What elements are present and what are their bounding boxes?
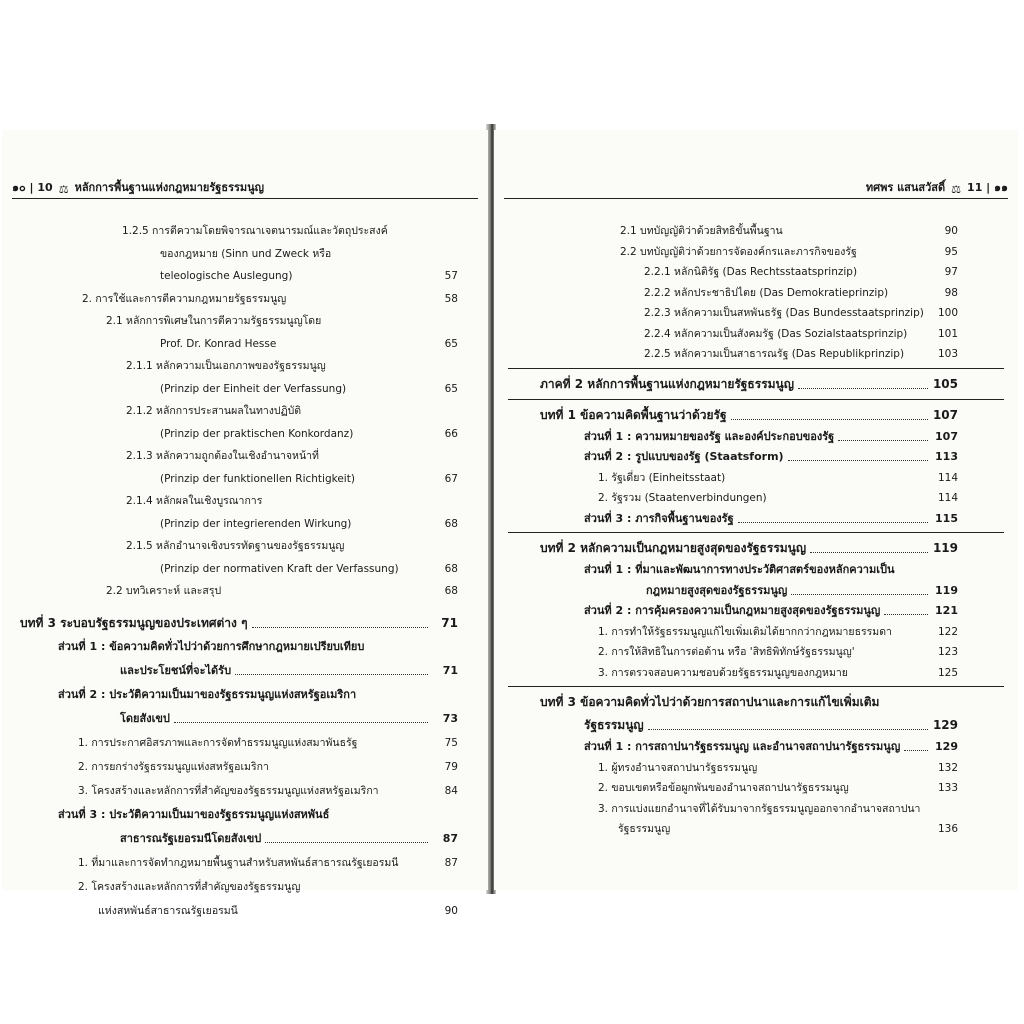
toc-entry-text: ส่วนที่ 1 : ความหมายของรัฐ และองค์ประกอบของรัฐ (584, 429, 835, 443)
toc-entry-text: สาธารณรัฐเยอรมนีโดยสังเขป (120, 831, 262, 845)
toc-entry-text: (Prinzip der funktionellen Richtigkeit) (160, 472, 355, 485)
section-divider (508, 686, 1004, 687)
toc-entry (160, 515, 458, 533)
toc-entry (160, 470, 458, 488)
left-book-title: หลักการพื้นฐานแห่งกฎหมายรัฐธรรมนูญ (74, 181, 265, 194)
toc-page-number: 103 (937, 348, 958, 360)
toc-page-number (432, 402, 458, 420)
toc-entry (160, 335, 458, 353)
toc-page-number: 68 (444, 562, 458, 575)
toc-page-number: 90 (444, 904, 458, 917)
toc-entry-text: 1.2.5 การตีความโดยพิจารณาเจตนารมณ์และวัตถุประสงค์ (122, 225, 388, 237)
toc-entry-text: 2.1.1 หลักความเป็นเอกภาพของรัฐธรรมนูญ (126, 360, 326, 372)
toc-page-number: 67 (444, 472, 458, 485)
toc-entry-text: ส่วนที่ 1 : ที่มาและพัฒนาการทางประวัติศาสตร์ของหลักความเป็น (584, 563, 895, 576)
toc-entry (126, 402, 458, 420)
toc-page-number (432, 245, 458, 263)
section-divider (508, 532, 1004, 533)
toc-entry-text: 2.1.3 หลักความถูกต้องในเชิงอำนาจหน้าที่ (126, 450, 319, 462)
toc-entry (78, 878, 458, 896)
toc-page-number: 107 (932, 407, 958, 422)
toc-entry (540, 405, 958, 425)
toc-page-number: 66 (444, 427, 458, 440)
toc-entry-text: และประโยชน์ที่จะได้รับ (120, 663, 232, 677)
toc-entry-text: แห่งสหพันธ์สาธารณรัฐเยอรมนี (98, 904, 238, 917)
toc-entry (644, 325, 958, 343)
scales-emblem-icon: ⚖ (58, 183, 69, 196)
toc-entry (646, 582, 958, 600)
toc-entry (126, 447, 458, 465)
toc-page-number: 71 (441, 615, 458, 630)
left-page-header (12, 178, 478, 199)
toc-entry-text: 2.2.2 หลักประชาธิปไตย (Das Demokratieprinzip) (644, 286, 889, 299)
toc-entry-text: 2.1.2 หลักการประสานผลในทางปฏิบัติ (126, 405, 302, 417)
toc-page-number (932, 692, 958, 712)
toc-page-number (932, 561, 958, 579)
toc-page-number: 129 (935, 740, 958, 753)
right-page (494, 130, 1018, 890)
toc-entry-text: 1. รัฐเดี่ยว (Einheitsstaat) (598, 471, 726, 484)
toc-page-number (932, 800, 958, 818)
toc-entry (160, 380, 458, 398)
toc-page-number: 65 (444, 382, 458, 395)
toc-entry-text: 2. การยกร่างรัฐธรรมนูญแห่งสหรัฐอเมริกา (78, 760, 269, 773)
toc-entry-text: teleologische Auslegung) (160, 270, 293, 282)
toc-page-number: 121 (935, 604, 958, 617)
toc-entry-text: 2.2.1 หลักนิติรัฐ (Das Rechtsstaatsprinzip) (644, 266, 858, 278)
toc-entry-text: บทที่ 2 หลักความเป็นกฎหมายสูงสุดของรัฐธรรมนูญ (540, 541, 807, 555)
section-divider (508, 399, 1004, 400)
toc-entry (584, 561, 958, 579)
toc-page-number: 57 (444, 270, 458, 282)
toc-entry (584, 715, 958, 735)
toc-page-number (432, 806, 458, 824)
toc-page-number (432, 222, 458, 240)
toc-entry-text: ของกฎหมาย (Sinn und Zweck หรือ (160, 247, 332, 260)
toc-page-number: 101 (937, 327, 958, 340)
toc-entry (540, 374, 958, 394)
toc-entry-text: Prof. Dr. Konrad Hesse (160, 337, 277, 350)
toc-page-number: 98 (944, 286, 958, 299)
toc-entry-text: บทที่ 3 ระบอบรัฐธรรมนูญของประเทศต่าง ๆ (20, 615, 248, 630)
toc-entry (620, 243, 958, 261)
toc-entry (120, 830, 458, 848)
toc-entry-text: 3. การแบ่งแยกอำนาจที่ได้รับมาจากรัฐธรรมนูญออกจากอำนาจสถาปนา (598, 802, 921, 815)
toc-entry (584, 428, 958, 446)
toc-entry (598, 643, 958, 661)
toc-entry-text: 2.2 บทบัญญัติว่าด้วยการจัดองค์กรและภารกิจของรัฐ (620, 245, 857, 258)
toc-page-number: 114 (937, 492, 958, 504)
toc-page-number (432, 638, 458, 656)
toc-entry-text: (Prinzip der Einheit der Verfassung) (160, 382, 347, 395)
toc-entry-text: บทที่ 3 ข้อความคิดทั่วไปว่าด้วยการสถาปนาและการแก้ไขเพิ่มเติม (540, 695, 880, 709)
toc-entry (126, 492, 458, 510)
toc-entry (58, 806, 458, 824)
toc-entry-text: รัฐธรรมนูญ (618, 823, 671, 835)
toc-entry (540, 538, 958, 558)
toc-entry-text: โดยสังเขป (120, 711, 170, 725)
toc-entry (618, 820, 958, 838)
toc-entry (598, 469, 958, 487)
toc-entry (106, 312, 458, 330)
toc-entry-text: 2.1.4 หลักผลในเชิงบูรณาการ (126, 495, 263, 507)
toc-entry (644, 263, 958, 281)
toc-entry (20, 613, 458, 633)
toc-entry-text: (Prinzip der normativen Kraft der Verfassung) (160, 562, 399, 575)
toc-entry-text: 1. การประกาศอิสรภาพและการจัดทำธรรมนูญแห่งสมาพันธรัฐ (78, 736, 358, 749)
toc-page-number: 79 (444, 760, 458, 773)
toc-entry-text: ส่วนที่ 2 : การคุ้มครองความเป็นกฎหมายสูงสุดของรัฐธรรมนูญ (584, 604, 881, 617)
toc-entry (644, 284, 958, 302)
toc-entry (160, 425, 458, 443)
toc-entry (598, 489, 958, 507)
toc-entry-text: 2. การใช้และการตีความกฎหมายรัฐธรรมนูญ (82, 292, 287, 305)
section-divider (508, 368, 1004, 369)
toc-page-number: 58 (444, 292, 458, 305)
toc-entry-text: ภาคที่ 2 หลักการพื้นฐานแห่งกฎหมายรัฐธรรมนูญ (540, 376, 794, 391)
toc-entry (58, 686, 458, 704)
toc-entry-text: 2. โครงสร้างและหลักการที่สำคัญของรัฐธรรมนูญ (78, 880, 301, 893)
toc-entry-text: 2. ขอบเขตหรือข้อผูกพันของอำนาจสถาปนารัฐธรรมนูญ (598, 782, 849, 794)
toc-entry-text: 1. ผู้ทรงอำนาจสถาปนารัฐธรรมนูญ (598, 761, 758, 774)
toc-page-number: 132 (937, 761, 958, 774)
right-page-header (504, 178, 1008, 199)
toc-page-number: 136 (937, 823, 958, 835)
toc-entry-text: ส่วนที่ 2 : รูปแบบของรัฐ (Staatsform) (584, 450, 784, 463)
toc-entry (160, 560, 458, 578)
toc-entry-text: 1. ที่มาและการจัดทำกฎหมายพื้นฐานสำหรับสหพันธ์สาธารณรัฐเยอรมนี (78, 856, 399, 869)
toc-page-number: 123 (937, 646, 958, 658)
toc-page-number: 113 (935, 450, 958, 463)
toc-entry (598, 779, 958, 797)
toc-entry (584, 602, 958, 620)
toc-entry-text: 2.2.5 หลักความเป็นสาธารณรัฐ (Das Republikprinzip) (644, 348, 905, 360)
toc-entry (598, 623, 958, 641)
toc-entry-text: รัฐธรรมนูญ (584, 718, 644, 732)
toc-page-number: 73 (442, 711, 458, 725)
toc-entry (98, 902, 458, 920)
toc-entry-text: (Prinzip der integrierenden Wirkung) (160, 517, 352, 530)
toc-entry (122, 222, 458, 240)
toc-entry (598, 664, 958, 682)
toc-entry (106, 582, 458, 600)
toc-entry (160, 267, 458, 285)
toc-entry-text: ส่วนที่ 1 : การสถาปนารัฐธรรมนูญ และอำนาจสถาปนารัฐธรรมนูญ (584, 740, 901, 753)
toc-entry (584, 448, 958, 466)
toc-page-number: 107 (935, 429, 958, 443)
toc-entry (598, 800, 958, 818)
toc-entry (120, 710, 458, 728)
toc-page-number: 122 (937, 625, 958, 638)
toc-entry (126, 357, 458, 375)
toc-page-number (432, 537, 458, 555)
toc-entry-text: 2.1 บทบัญญัติว่าด้วยสิทธิขั้นพื้นฐาน (620, 225, 783, 237)
toc-page-number: 95 (944, 245, 958, 258)
toc-entry (598, 759, 958, 777)
toc-page-number (432, 357, 458, 375)
toc-entry-text: 2. รัฐรวม (Staatenverbindungen) (598, 492, 767, 504)
toc-page-number: 129 (932, 718, 958, 732)
toc-page-number: 97 (944, 266, 958, 278)
toc-entry-text: ส่วนที่ 3 : ภารกิจพื้นฐานของรัฐ (584, 511, 734, 525)
toc-entry-text: 3. โครงสร้างและหลักการที่สำคัญของรัฐธรรมนูญแห่งสหรัฐอเมริกา (78, 784, 379, 797)
toc-page-number: 115 (935, 511, 958, 525)
toc-page-number: 87 (444, 856, 458, 869)
toc-page-number (432, 492, 458, 510)
toc-page-number: 114 (937, 471, 958, 484)
scales-emblem-icon: ⚖ (951, 183, 962, 196)
toc-entry-text: 2.2 บทวิเคราะห์ และสรุป (106, 585, 222, 597)
toc-page-number: 105 (932, 376, 958, 391)
toc-page-number (432, 686, 458, 704)
toc-entry (160, 245, 458, 263)
left-page-number: ๑๐ | 10 (12, 181, 53, 194)
toc-page-number: 133 (937, 782, 958, 794)
toc-page-number (432, 447, 458, 465)
toc-page-number: 100 (937, 307, 958, 319)
toc-page-number: 75 (444, 736, 458, 749)
toc-entry-text: 2.1.5 หลักอำนาจเชิงบรรทัดฐานของรัฐธรรมนูญ (126, 540, 345, 552)
toc-entry (120, 662, 458, 680)
toc-entry (82, 290, 458, 308)
toc-entry-text: ส่วนที่ 3 : ประวัติความเป็นมาของรัฐธรรมนูญแห่งสหพันธ์ (58, 807, 330, 821)
toc-entry-text: 2.2.4 หลักความเป็นสังคมรัฐ (Das Sozialstaatsprinzip) (644, 327, 908, 340)
toc-entry-text: 1. การทำให้รัฐธรรมนูญแก้ไขเพิ่มเติมได้ยากกว่ากฎหมายธรรมดา (598, 625, 892, 638)
right-page-number: 11 | ๑๑ (967, 181, 1008, 194)
toc-entry-text: 3. การตรวจสอบความชอบด้วยรัฐธรรมนูญของกฎหมาย (598, 666, 848, 679)
toc-entry (620, 222, 958, 240)
left-page (2, 130, 488, 917)
toc-page-number: 119 (932, 541, 958, 555)
toc-entry-text: กฎหมายสูงสุดของรัฐธรรมนูญ (646, 583, 788, 597)
toc-entry-text: 2.2.3 หลักความเป็นสหพันธรัฐ (Das Bundesstaatsprinzip) (644, 307, 924, 319)
toc-page-number: 68 (444, 517, 458, 530)
toc-entry (540, 692, 958, 712)
toc-page-number (432, 878, 458, 896)
toc-page-number: 68 (444, 585, 458, 597)
toc-entry (78, 782, 458, 800)
author-name: ทศพร แสนสวัสดิ์ (865, 181, 946, 194)
toc-entry (78, 758, 458, 776)
toc-page-number: 125 (937, 666, 958, 679)
toc-entry (78, 854, 458, 872)
toc-page-number: 90 (944, 225, 958, 237)
toc-entry (58, 638, 458, 656)
toc-entry (584, 510, 958, 528)
toc-page-number: 71 (442, 663, 458, 677)
toc-entry (644, 304, 958, 322)
toc-page-number: 119 (935, 583, 958, 597)
toc-page-number: 87 (442, 831, 458, 845)
toc-entry (126, 537, 458, 555)
toc-entry-text: บทที่ 1 ข้อความคิดพื้นฐานว่าด้วยรัฐ (540, 407, 727, 422)
toc-entry-text: (Prinzip der praktischen Konkordanz) (160, 427, 354, 440)
toc-entry (78, 734, 458, 752)
toc-entry-text: 2. การให้สิทธิในการต่อต้าน หรือ 'สิทธิพิทักษ์รัฐธรรมนูญ' (598, 646, 855, 658)
toc-entry (584, 738, 958, 756)
toc-page-number (432, 312, 458, 330)
toc-entry-text: 2.1 หลักการพิเศษในการตีความรัฐธรรมนูญโดย (106, 315, 322, 327)
toc-entry (644, 345, 958, 363)
toc-page-number: 65 (444, 337, 458, 350)
toc-entry-text: ส่วนที่ 2 : ประวัติความเป็นมาของรัฐธรรมนูญแห่งสหรัฐอเมริกา (58, 687, 357, 701)
toc-entry-text: ส่วนที่ 1 : ข้อความคิดทั่วไปว่าด้วยการศึกษากฎหมายเปรียบเทียบ (58, 639, 365, 653)
toc-page-number: 84 (444, 784, 458, 797)
